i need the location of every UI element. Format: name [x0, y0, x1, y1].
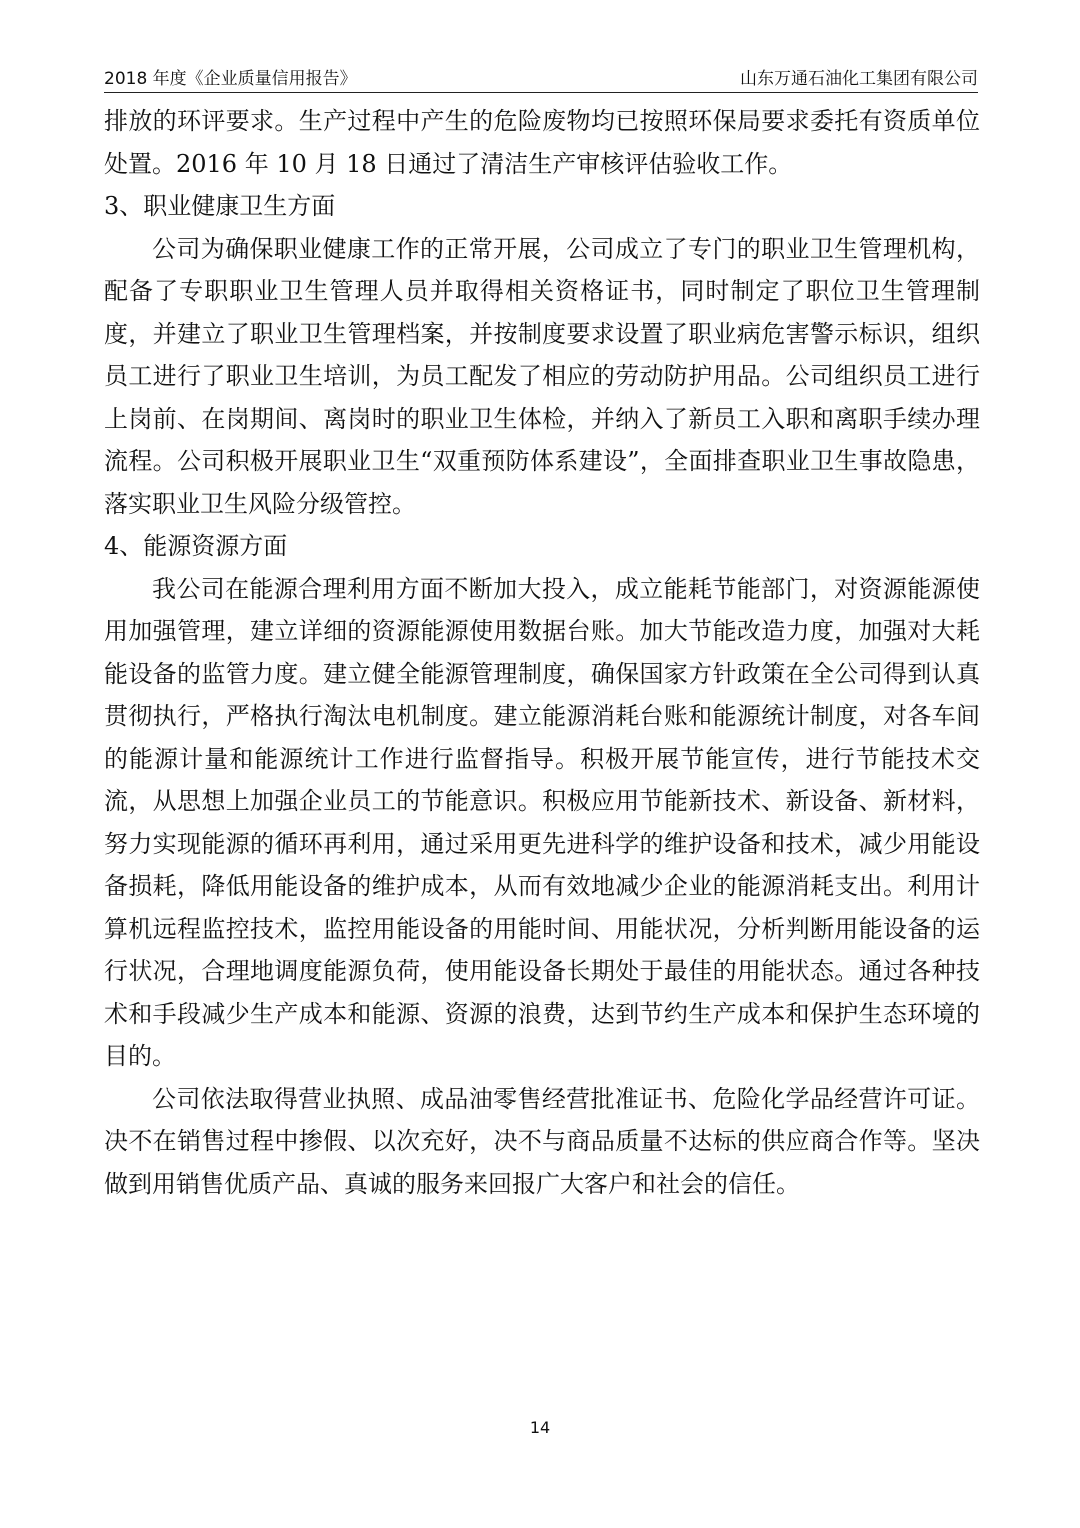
section-heading-occupational-health: 3、职业健康卫生方面 [104, 192, 336, 220]
paragraph-licenses-and-integrity: 公司依法取得营业执照、成品油零售经营批准证书、危险化学品经营许可证。决不在销售过程中掺假、以次充好，决不与商品质量不达标的供应商合作等。坚决做到用销售优质产品、真诚的服务来回报广大客户和社会的信任。 [104, 1084, 980, 1198]
page-number: 14 [529, 1418, 551, 1437]
page-header [104, 64, 978, 93]
header-company-name: 山东万通石油化工集团有限公司 [740, 69, 978, 89]
paragraph-environmental-continued: 排放的环评要求。生产过程中产生的危险废物均已按照环保局要求委托有资质单位处置。2016 年 10 月 18 日通过了清洁生产审核评估验收工作。 [104, 107, 980, 178]
paragraph-occupational-health: 公司为确保职业健康工作的正常开展，公司成立了专门的职业卫生管理机构，配备了专职职业卫生管理人员并取得相关资格证书，同时制定了职位卫生管理制度，并建立了职业卫生管理档案，并按制度要求设置了职业病危害警示标识，组织员工进行了职业卫生培训，为员工配发了相应的劳动防护用品。公司组织员工进行上岗前、在岗期间、离岗时的职业卫生体检，并纳入了新员工入职和离职手续办理流程。公司积极开展职业卫生“双重预防体系建设”，全面排查职业卫生事故隐患，落实职业卫生风险分级管控。 [104, 234, 980, 518]
section-heading-energy-resources: 4、能源资源方面 [104, 532, 288, 560]
document-body [104, 100, 980, 1205]
paragraph-energy-resources: 我公司在能源合理利用方面不断加大投入，成立能耗节能部门，对资源能源使用加强管理，建立详细的资源能源使用数据台账。加大节能改造力度，加强对大耗能设备的监管力度。建立健全能源管理制度，确保国家方针政策在全公司得到认真贯彻执行，严格执行淘汰电机制度。建立能源消耗台账和能源统计制度，对各车间的能源计量和能源统计工作进行监督指导。积极开展节能宣传，进行节能技术交流，从思想上加强企业员工的节能意识。积极应用节能新技术、新设备、新材料，努力实现能源的循环再利用，通过采用更先进科学的维护设备和技术，减少用能设备损耗，降低用能设备的维护成本，从而有效地减少企业的能源消耗支出。利用计算机远程监控技术，监控用能设备的用能时间、用能状况，分析判断用能设备的运行状况，合理地调度能源负荷，使用能设备长期处于最佳的用能状态。通过各种技术和手段减少生产成本和能源、资源的浪费，达到节约生产成本和保护生态环境的目的。 [104, 574, 980, 1070]
header-report-title: 2018 年度《企业质量信用报告》 [104, 69, 357, 89]
